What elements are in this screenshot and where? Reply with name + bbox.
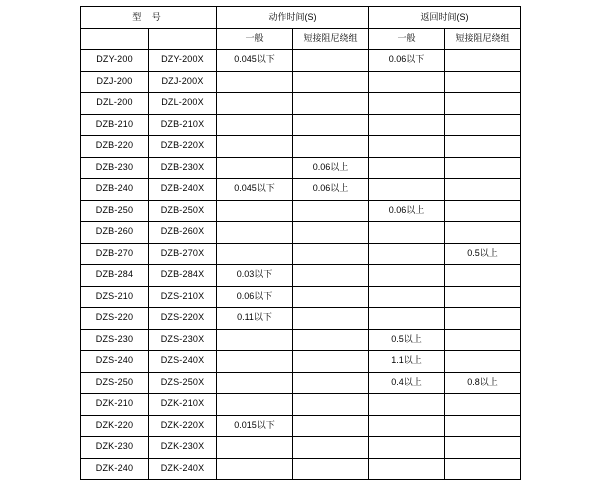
cell-operate-general <box>217 222 293 244</box>
cell-model: DZS-210 <box>81 286 149 308</box>
cell-operate-general <box>217 329 293 351</box>
cell-model: DZS-230 <box>81 329 149 351</box>
table-row <box>81 415 521 437</box>
cell-operate-damping <box>293 200 369 222</box>
cell-operate-damping <box>293 329 369 351</box>
table-row <box>81 372 521 394</box>
cell-operate-damping: 0.06以上 <box>293 179 369 201</box>
cell-return-general <box>369 179 445 201</box>
header-return-damping: 短接阻尼绕组 <box>445 29 521 50</box>
cell-model-x: DZB-210X <box>149 114 217 136</box>
cell-operate-damping <box>293 394 369 416</box>
cell-operate-general <box>217 394 293 416</box>
cell-model: DZB-220 <box>81 136 149 158</box>
cell-operate-damping <box>293 351 369 373</box>
table-row <box>81 50 521 72</box>
table-row <box>81 136 521 158</box>
cell-model: DZK-230 <box>81 437 149 459</box>
cell-operate-damping <box>293 243 369 265</box>
cell-operate-general <box>217 200 293 222</box>
cell-operate-damping <box>293 71 369 93</box>
header-return-general: 一般 <box>369 29 445 50</box>
cell-operate-general: 0.03以下 <box>217 265 293 287</box>
table-row <box>81 265 521 287</box>
cell-return-general <box>369 243 445 265</box>
header-type: 型 号 <box>81 7 217 29</box>
specification-table <box>80 6 521 480</box>
cell-return-damping <box>445 394 521 416</box>
cell-return-damping: 0.5以上 <box>445 243 521 265</box>
cell-return-general <box>369 308 445 330</box>
header-row-sub <box>81 29 521 50</box>
header-operate-damping: 短接阻尼绕组 <box>293 29 369 50</box>
cell-return-general <box>369 136 445 158</box>
cell-model: DZB-250 <box>81 200 149 222</box>
cell-model: DZB-230 <box>81 157 149 179</box>
table-row <box>81 437 521 459</box>
table-row <box>81 114 521 136</box>
cell-model: DZB-210 <box>81 114 149 136</box>
table-row <box>81 200 521 222</box>
cell-operate-damping: 0.06以上 <box>293 157 369 179</box>
cell-return-general <box>369 394 445 416</box>
cell-model-x: DZK-220X <box>149 415 217 437</box>
cell-operate-general <box>217 157 293 179</box>
cell-operate-damping <box>293 458 369 480</box>
cell-operate-general <box>217 437 293 459</box>
table-row <box>81 243 521 265</box>
cell-return-general: 0.06以上 <box>369 200 445 222</box>
cell-operate-general: 0.015以下 <box>217 415 293 437</box>
table-row <box>81 157 521 179</box>
cell-operate-damping <box>293 50 369 72</box>
cell-model-x: DZY-200X <box>149 50 217 72</box>
cell-model-x: DZK-240X <box>149 458 217 480</box>
cell-operate-damping <box>293 265 369 287</box>
cell-model: DZK-240 <box>81 458 149 480</box>
cell-model: DZK-210 <box>81 394 149 416</box>
cell-model-x: DZB-260X <box>149 222 217 244</box>
cell-return-damping <box>445 351 521 373</box>
cell-operate-general <box>217 71 293 93</box>
cell-operate-damping <box>293 308 369 330</box>
cell-return-general <box>369 222 445 244</box>
cell-return-damping <box>445 329 521 351</box>
cell-model: DZK-220 <box>81 415 149 437</box>
cell-model-x: DZS-210X <box>149 286 217 308</box>
cell-model-x: DZB-220X <box>149 136 217 158</box>
table-row <box>81 71 521 93</box>
cell-operate-damping <box>293 136 369 158</box>
cell-return-general: 0.06以下 <box>369 50 445 72</box>
cell-model-x: DZB-270X <box>149 243 217 265</box>
cell-model: DZB-284 <box>81 265 149 287</box>
header-return-time: 返回时间(S) <box>369 7 521 29</box>
cell-model-x: DZK-210X <box>149 394 217 416</box>
cell-return-general <box>369 458 445 480</box>
cell-return-general: 0.4以上 <box>369 372 445 394</box>
cell-operate-general <box>217 136 293 158</box>
cell-model-x: DZJ-200X <box>149 71 217 93</box>
table-row <box>81 329 521 351</box>
cell-return-general <box>369 157 445 179</box>
header-type-blank-1 <box>81 29 149 50</box>
table-row <box>81 351 521 373</box>
cell-return-damping <box>445 200 521 222</box>
cell-model: DZL-200 <box>81 93 149 115</box>
cell-operate-general: 0.045以下 <box>217 50 293 72</box>
cell-return-general <box>369 286 445 308</box>
cell-operate-damping <box>293 437 369 459</box>
cell-return-general <box>369 415 445 437</box>
cell-return-general: 1.1以上 <box>369 351 445 373</box>
cell-model-x: DZB-284X <box>149 265 217 287</box>
cell-model-x: DZS-220X <box>149 308 217 330</box>
cell-return-general <box>369 93 445 115</box>
cell-model-x: DZB-230X <box>149 157 217 179</box>
table-row <box>81 222 521 244</box>
cell-return-damping <box>445 458 521 480</box>
cell-model-x: DZS-250X <box>149 372 217 394</box>
cell-return-damping <box>445 93 521 115</box>
cell-return-damping: 0.8以上 <box>445 372 521 394</box>
cell-operate-general: 0.06以下 <box>217 286 293 308</box>
cell-model: DZB-270 <box>81 243 149 265</box>
cell-return-damping <box>445 222 521 244</box>
cell-operate-damping <box>293 415 369 437</box>
cell-return-general <box>369 265 445 287</box>
table-row <box>81 179 521 201</box>
header-type-blank-2 <box>149 29 217 50</box>
table-row <box>81 394 521 416</box>
cell-return-damping <box>445 157 521 179</box>
cell-model-x: DZS-240X <box>149 351 217 373</box>
table-header <box>81 7 521 50</box>
header-operate-time: 动作时间(S) <box>217 7 369 29</box>
header-row-top <box>81 7 521 29</box>
cell-operate-general: 0.045以下 <box>217 179 293 201</box>
cell-return-damping <box>445 265 521 287</box>
cell-operate-damping <box>293 286 369 308</box>
cell-return-damping <box>445 437 521 459</box>
cell-model-x: DZL-200X <box>149 93 217 115</box>
cell-return-general: 0.5以上 <box>369 329 445 351</box>
cell-model: DZS-220 <box>81 308 149 330</box>
cell-operate-general <box>217 351 293 373</box>
cell-return-general <box>369 437 445 459</box>
cell-operate-general: 0.11以下 <box>217 308 293 330</box>
header-operate-general: 一般 <box>217 29 293 50</box>
cell-return-damping <box>445 415 521 437</box>
cell-model-x: DZS-230X <box>149 329 217 351</box>
cell-model: DZB-260 <box>81 222 149 244</box>
cell-operate-damping <box>293 114 369 136</box>
cell-operate-damping <box>293 222 369 244</box>
cell-model: DZS-250 <box>81 372 149 394</box>
cell-operate-damping <box>293 372 369 394</box>
cell-operate-general <box>217 372 293 394</box>
cell-return-damping <box>445 308 521 330</box>
cell-operate-general <box>217 93 293 115</box>
table-row <box>81 93 521 115</box>
table-row <box>81 308 521 330</box>
cell-model-x: DZB-250X <box>149 200 217 222</box>
cell-operate-general <box>217 243 293 265</box>
cell-model: DZJ-200 <box>81 71 149 93</box>
cell-model: DZS-240 <box>81 351 149 373</box>
cell-operate-damping <box>293 93 369 115</box>
cell-model-x: DZB-240X <box>149 179 217 201</box>
table-row <box>81 286 521 308</box>
cell-return-general <box>369 114 445 136</box>
cell-return-general <box>369 71 445 93</box>
table-body <box>81 50 521 480</box>
cell-return-damping <box>445 114 521 136</box>
cell-model: DZB-240 <box>81 179 149 201</box>
table-row <box>81 458 521 480</box>
cell-return-damping <box>445 71 521 93</box>
cell-operate-general <box>217 114 293 136</box>
cell-return-damping <box>445 286 521 308</box>
cell-model: DZY-200 <box>81 50 149 72</box>
cell-return-damping <box>445 136 521 158</box>
cell-operate-general <box>217 458 293 480</box>
cell-model-x: DZK-230X <box>149 437 217 459</box>
cell-return-damping <box>445 179 521 201</box>
cell-return-damping <box>445 50 521 72</box>
